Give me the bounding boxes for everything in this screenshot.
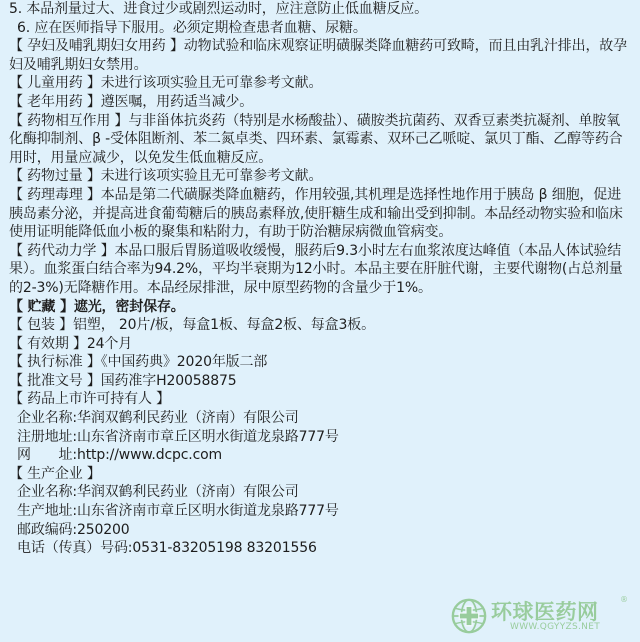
manufacturer-name: 华润双鹤利民药业（济南）有限公司 xyxy=(76,484,299,501)
standard-section: 【 执行标准 】《中国药典》2020年版二部 xyxy=(9,354,268,371)
storage-section: 【 贮藏 】遮光，密封保存。 xyxy=(9,298,185,315)
interactions-section: 【 药物相互作用 】与非甾体抗炎药（特别是水杨酸盐）、磺胺类抗菌药、双香豆素类抗凝剂、单胺氧化酶抑制剂、β -受体阻断剂、苯二氮卓类、四环素、氯霉素、双环己乙哌啶、氯贝丁酯、乙醇等药合用时，用量应减少，以免发生低血糖反应。 xyxy=(9,112,623,166)
manufacturer-phone: 0531-83205198 83201556 xyxy=(132,540,317,557)
pharmacology-section: 【 药理毒理 】本品是第二代磺脲类降血糖药，作用较强,其机理是选择性地作用于胰岛 β 细胞，促进胰岛素分泌，并提高进食葡萄糖后的胰岛素释放,使肝糖生成和输出受到抑制。本品经动物实验和临床使用证明能降低血小板的聚集和粘附力，有助于防治糖尿病微血管病变。 xyxy=(9,186,623,241)
mah-header: 【 药品上市许可持有人 】 xyxy=(9,391,170,408)
elderly-section: 【 老年用药 】遵医嘱，用药适当减少。 xyxy=(9,93,254,110)
approval-section: 【 批准文号 】国药准字H20058875 xyxy=(9,372,237,389)
manufacturer-address-row xyxy=(9,502,633,521)
mah-name-label: 企业名称: xyxy=(17,410,77,427)
manufacturer-zip-label: 邮政编码: xyxy=(17,521,77,538)
manufacturer-address-label: 生产地址: xyxy=(17,503,77,520)
mah-address-label: 注册地址: xyxy=(17,428,77,445)
watermark-url: WWW.QGYYZS.NET xyxy=(510,622,600,632)
registered-mark: ® xyxy=(620,595,628,604)
mah-website-row xyxy=(9,446,633,465)
manufacturer-header: 【 生产企业 】 xyxy=(9,465,101,482)
validity-section: 【 有效期 】24个月 xyxy=(9,335,133,352)
mah-website: http://www.dcpc.com xyxy=(76,447,223,464)
pregnancy-section: 【 孕妇及哺乳期妇女用药 】动物试验和临床观察证明磺脲类降血糖药可致畸，而且由乳汁排出，故孕妇及哺乳期妇女禁用。 xyxy=(9,38,627,73)
watermark-title: 环球医药网 xyxy=(491,600,599,624)
leaflet-text xyxy=(9,0,633,558)
manufacturer-phone-label: 电话（传真）号码: xyxy=(17,540,133,557)
precaution-6: 6. 应在医师指导下服用。必须定期检查患者血糖、尿糖。 xyxy=(17,19,367,36)
manufacturer-address: 山东省济南市章丘区明水街道龙泉路777号 xyxy=(76,503,339,520)
manufacturer-name-label: 企业名称: xyxy=(17,484,77,501)
globe-logo-icon xyxy=(450,597,488,635)
pharmacokinetics-section: 【 药代动力学 】本品口服后胃肠道吸收缓慢，服药后9.3小时左右血浆浓度达峰值（本品人体试验结果）。血浆蛋白结合率为94.2%，平均半衰期为12小时。本品主要在肝脏代谢，主要代谢物(占总剂量的2-3%)无降糖作用。本品经尿排泄，尿中原型药物的含量少于1%。 xyxy=(9,242,623,296)
manufacturer-phone-row xyxy=(9,539,633,558)
mah-address: 山东省济南市章丘区明水街道龙泉路777号 xyxy=(76,428,339,445)
packaging-section: 【 包装 】铝塑， 20片/板，每盒1板、每盒2板、每盒3板。 xyxy=(9,317,375,334)
mah-address-row xyxy=(9,428,633,447)
site-watermark xyxy=(450,595,630,637)
manufacturer-zip-row xyxy=(9,521,633,540)
mah-website-label: 网 址: xyxy=(17,447,77,464)
manufacturer-zip: 250200 xyxy=(76,521,130,538)
mah-name-row xyxy=(9,409,633,428)
overdose-section: 【 药物过量 】未进行该项实验且无可靠参考文献。 xyxy=(9,168,323,185)
children-section: 【 儿童用药 】未进行该项实验且无可靠参考文献。 xyxy=(9,75,323,92)
precaution-5: 5. 本品剂量过大、进食过少或剧烈运动时，应注意防止低血糖反应。 xyxy=(9,1,429,17)
mah-name: 华润双鹤利民药业（济南）有限公司 xyxy=(76,410,299,427)
manufacturer-name-row xyxy=(9,483,633,502)
